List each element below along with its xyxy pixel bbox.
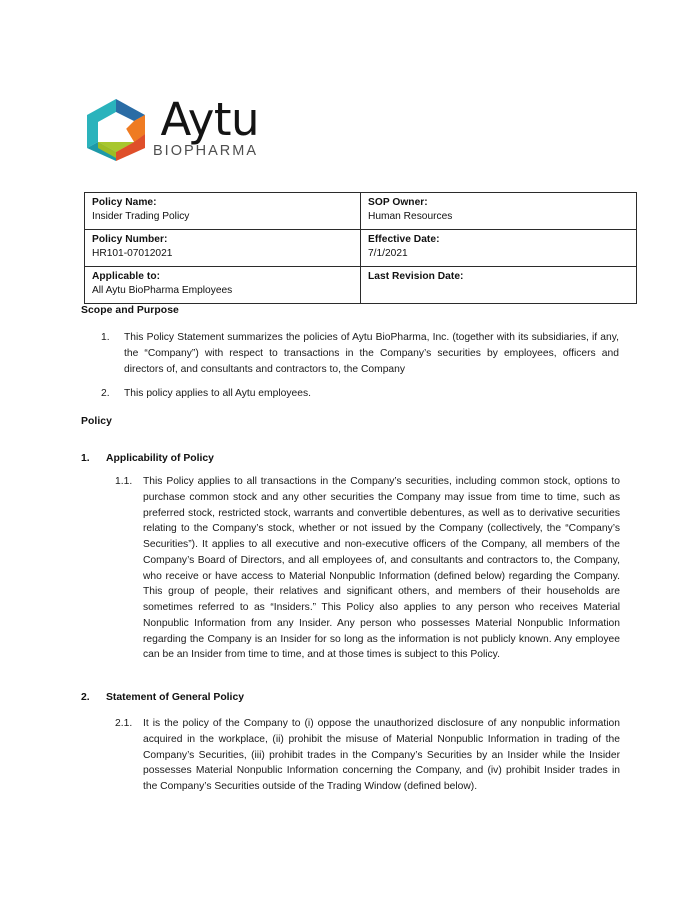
section-1-heading xyxy=(81,453,214,464)
policy-number-value: HR101-07012021 xyxy=(92,248,173,260)
table-cell-applicable-to xyxy=(85,266,361,303)
table-cell-policy-name xyxy=(85,193,361,230)
section-2-number: 2. xyxy=(81,692,90,703)
logo-wordmark: Aytu xyxy=(160,93,260,146)
table-row xyxy=(85,193,637,230)
scope-item-2 xyxy=(101,386,619,402)
scope-and-purpose-heading: Scope and Purpose xyxy=(81,305,179,316)
scope-item-1-marker: 1. xyxy=(101,332,110,343)
scope-item-1 xyxy=(101,330,619,377)
policy-number-label: Policy Number: xyxy=(92,233,168,245)
scope-item-2-text: This policy applies to all Aytu employees. xyxy=(124,388,311,399)
section-2-subitem-2-1 xyxy=(115,716,620,795)
section-1-number: 1. xyxy=(81,453,90,464)
effective-date-label: Effective Date: xyxy=(368,233,440,245)
section-2-subitem-2-1-marker: 2.1. xyxy=(115,718,133,729)
policy-info-table-body xyxy=(85,193,637,304)
policy-heading: Policy xyxy=(81,416,112,427)
table-cell-policy-number xyxy=(85,229,361,266)
logo-text-group xyxy=(153,93,260,159)
section-2-subitem-2-1-text: It is the policy of the Company to (i) oppose the unauthorized disclosure of any nonpublic information acquired in the workplace, (ii) prohibit the misuse of Material Nonpublic Information in trading of the Company’s Securities, (iii) prohibit trades in the Company’s Securities by an Insider while the Insider possesses Material Nonpublic Information concerning the Company, and (iv) prohibit Insider trades in the Company’s Securities outside of the Trading Window (defined below). xyxy=(143,718,620,792)
logo-subword: BIOPHARMA xyxy=(153,142,259,159)
table-cell-sop-owner xyxy=(361,193,637,230)
table-row xyxy=(85,266,637,303)
section-1-title: Applicability of Policy xyxy=(106,453,214,464)
table-cell-last-revision-date xyxy=(361,266,637,303)
table-row xyxy=(85,229,637,266)
aytu-hexagon-logo-mark xyxy=(85,98,147,162)
scope-item-2-marker: 2. xyxy=(101,388,110,399)
effective-date-value: 7/1/2021 xyxy=(368,248,408,260)
section-1-subitem-1-1-marker: 1.1. xyxy=(115,476,133,487)
section-2-title: Statement of General Policy xyxy=(106,692,245,703)
policy-info-table xyxy=(84,192,637,304)
scope-item-1-text: This Policy Statement summarizes the policies of Aytu BioPharma, Inc. (together with its subsidiaries, if any, the “Company”) with respect to transactions in the Company’s securities by employees, officers and directors of, and consultants and contractors to, the Company xyxy=(124,332,619,375)
policy-name-value: Insider Trading Policy xyxy=(92,211,190,223)
sop-owner-value: Human Resources xyxy=(368,211,453,223)
section-2-heading xyxy=(81,692,244,703)
applicable-to-value: All Aytu BioPharma Employees xyxy=(92,285,233,297)
applicable-to-label: Applicable to: xyxy=(92,270,161,282)
section-1-subitem-1-1-text: This Policy applies to all transactions in the Company’s securities, including common stock, options to purchase common stock and any other securities the Company may issue from time to time, such as preferred stock, restricted stock, warrants and convertible debentures, as well as to derivative securities relating to the Company’s stock, whether or not issued by the Company (collectively, the “Company’s Securities”). It applies to all executive and non-executive officers of the Company, all members of the Company’s Board of Directors, and all employees of, and consultants and contractors to, the Company, who receive or have access to Material Nonpublic Information (defined below) regarding the Company. This group of people, their relatives and significant others, and members of their households are sometimes referred to as “Insiders.” This Policy also applies to any person who receives Material Nonpublic Information from any Insider. Any person who possesses Material Nonpublic Information regarding the Company is an Insider for so long as the information is not publicly known. Any employee can be an Insider from time to time, and at those times is subject to this Policy. xyxy=(143,476,620,661)
last-revision-date-label: Last Revision Date: xyxy=(368,270,464,282)
company-logo xyxy=(85,93,260,162)
table-cell-effective-date xyxy=(361,229,637,266)
sop-owner-label: SOP Owner: xyxy=(368,197,428,208)
policy-name-label: Policy Name: xyxy=(92,197,157,208)
section-1-subitem-1-1 xyxy=(115,474,620,663)
